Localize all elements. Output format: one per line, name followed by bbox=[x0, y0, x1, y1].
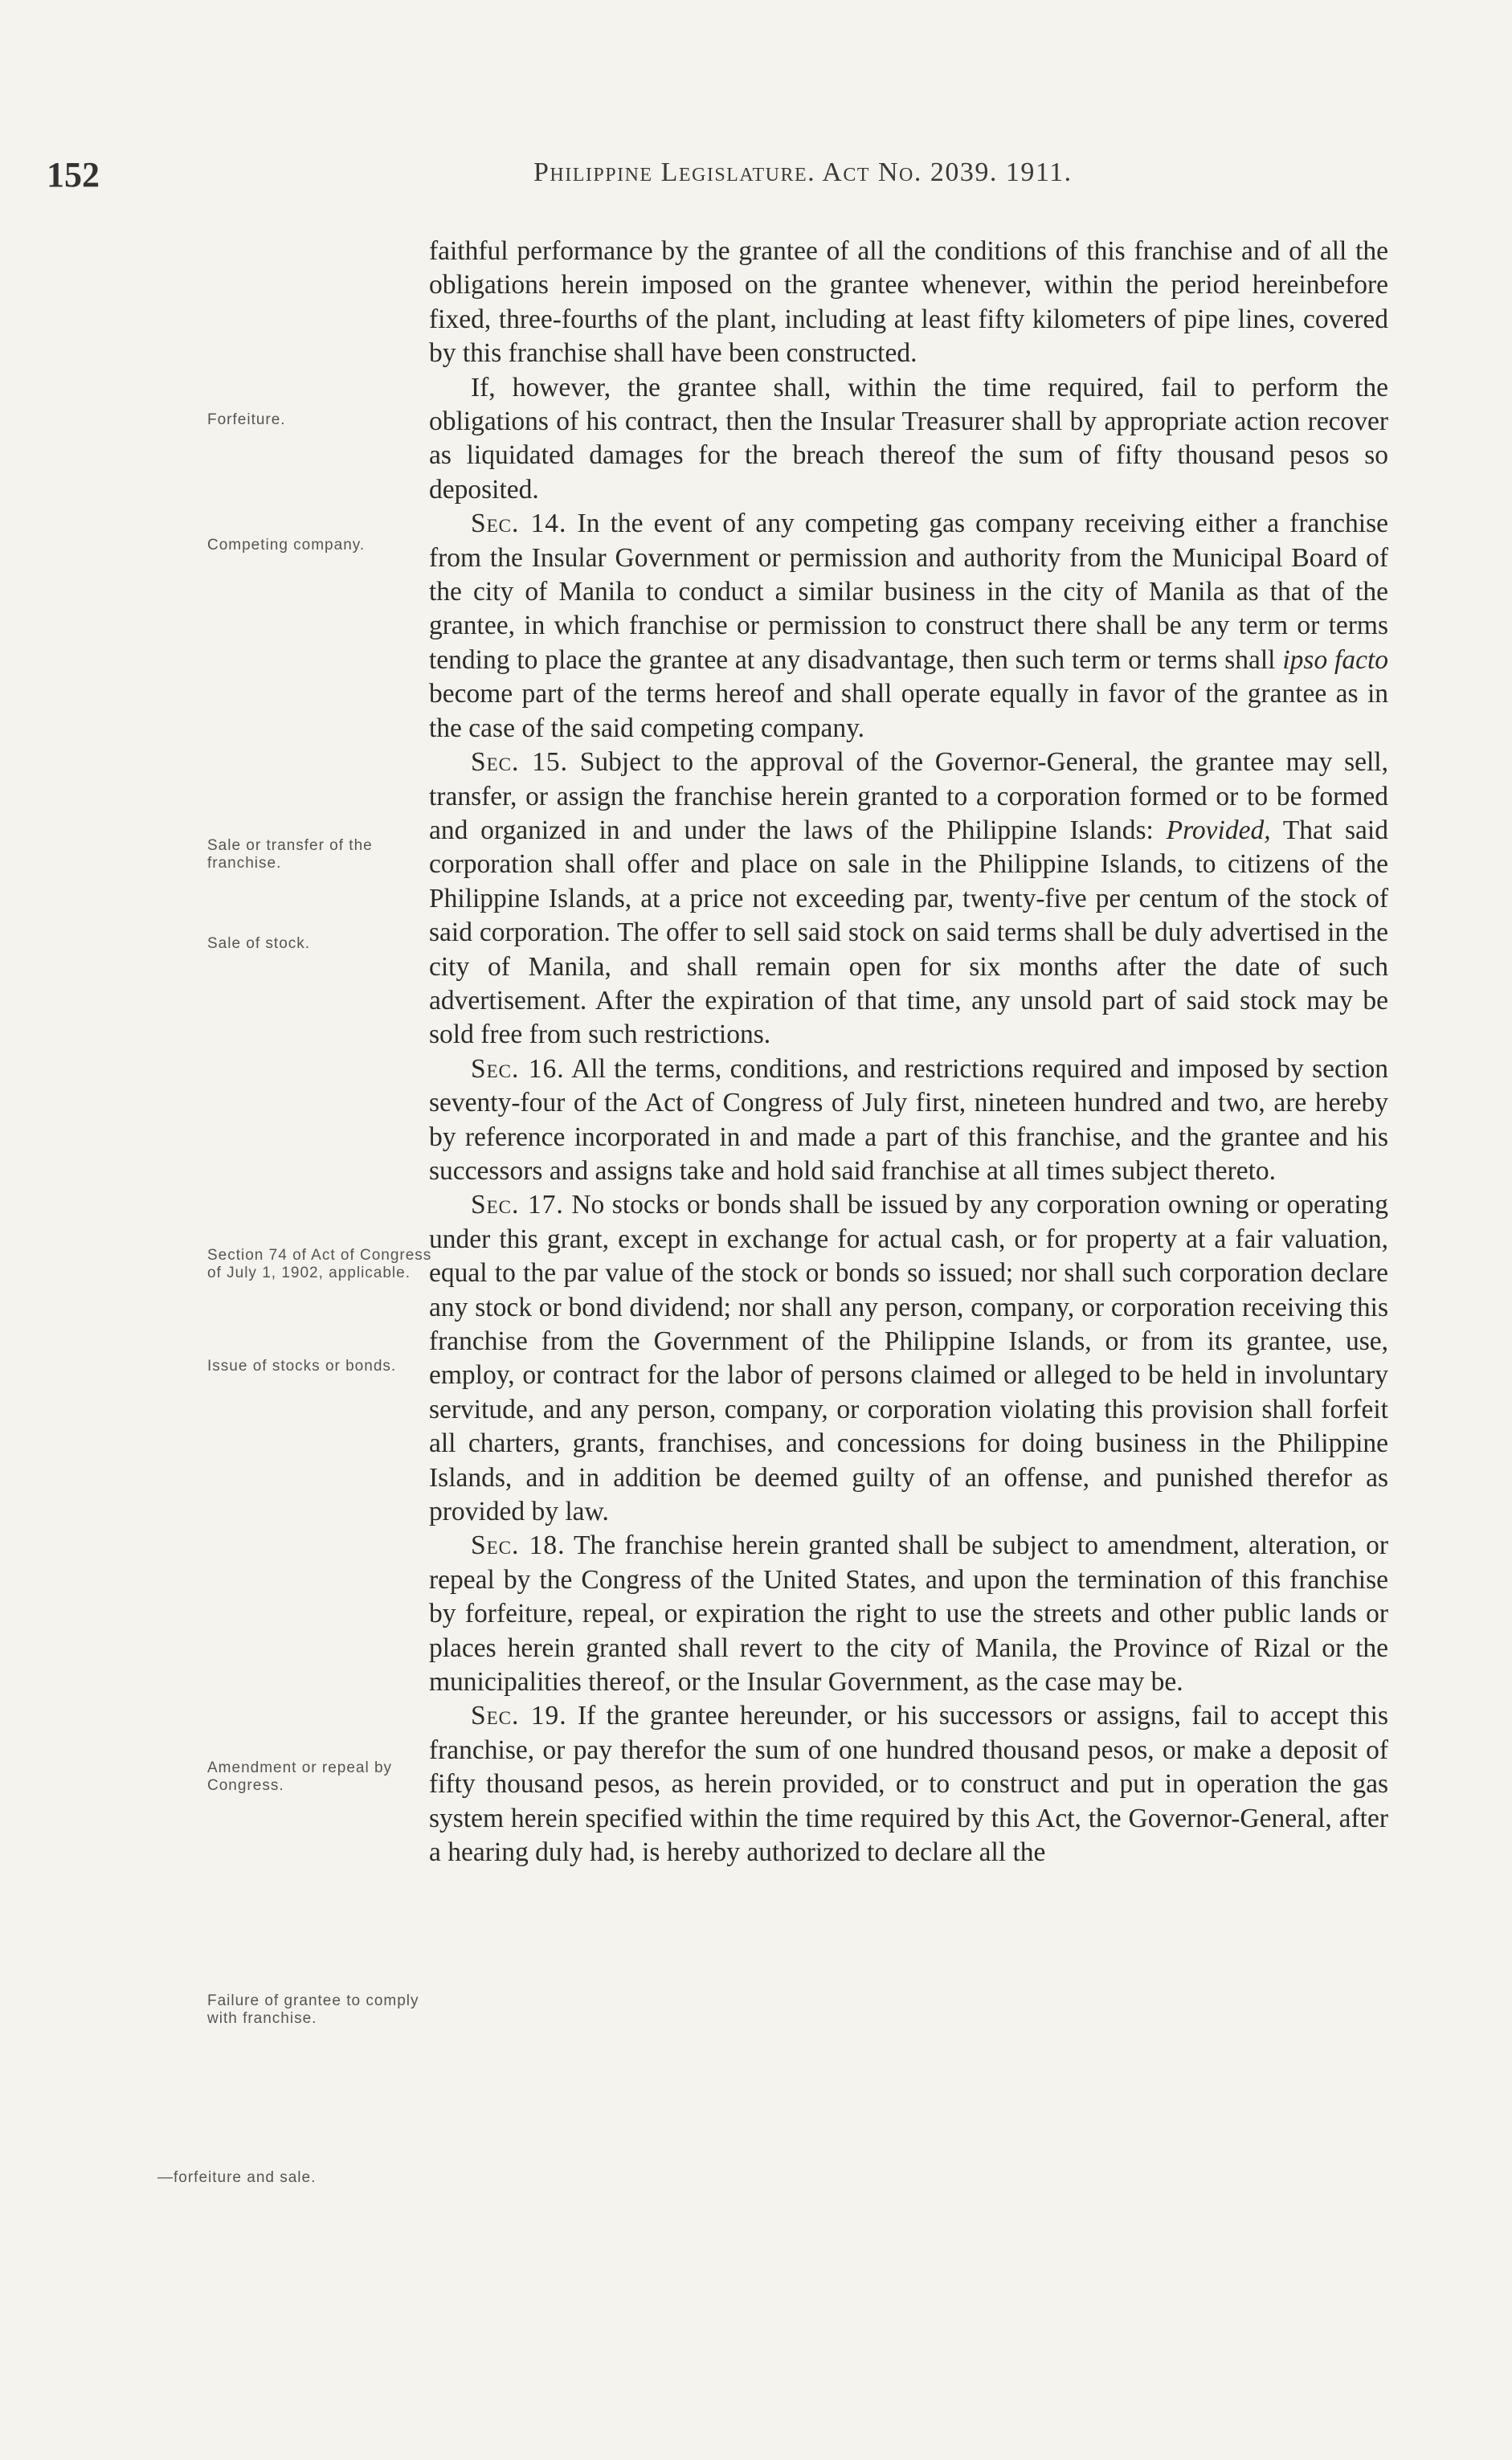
section-17 bbox=[429, 1188, 1388, 1529]
section-15 bbox=[429, 746, 1388, 1052]
section-15-text-b: That said corporation shall offer and place on sale in the Philippine Islands, to citizens of the Philippine Islands, at a price not exceeding par, twenty-five per centum of the stock of said corporation. The offer to sell said stock on said terms shall be duly advertised in the city of Manila, and shall remain open for six months after the date of such advertisement. After the expiration of that time, any unsold part of said stock may be sold free from such restrictions. bbox=[429, 815, 1388, 1050]
margin-note-sale-of-stock: Sale of stock. bbox=[207, 935, 311, 952]
section-19 bbox=[429, 1699, 1388, 1870]
section-15-label: Sec. 15. bbox=[471, 747, 569, 778]
margin-note-section-74: Section 74 of Act of Congress of July 1, 1902, applicable. bbox=[207, 1247, 432, 1281]
margin-note-forfeiture-sale: —forfeiture and sale. bbox=[157, 2169, 317, 2186]
page-number: 152 bbox=[47, 155, 100, 194]
section-14-italic: ipso facto bbox=[1282, 644, 1389, 675]
margin-note-sale-transfer: Sale or transfer of the franchise. bbox=[207, 837, 373, 872]
section-14-text-a: In the event of any competing gas company receiving either a franchise from the Insular Government or permission and authority from the Municipal Board of the city of Manila to conduct a similar business in the city of Manila as that of the grantee, in which franchise or permission to construct there shall be any term or terms tending to place the grantee at any disadvantage, then such term or terms shall bbox=[429, 509, 1389, 675]
margin-note-competing-company: Competing company. bbox=[207, 537, 366, 554]
section-19-text: If the grantee hereunder, or his successors or assigns, fail to accept this franchise, or pay therefor the sum of one hundred thousand pesos, or make a deposit of fifty thousand pesos, as herein provided, or to construct and put in operation the gas system herein specified within the time required by this Act, the Governor-General, after a hearing duly had, is hereby authorized to declare all the bbox=[429, 1701, 1389, 1868]
section-18-label: Sec. 18. bbox=[471, 1530, 566, 1561]
margin-note-issue-of-stocks: Issue of stocks or bonds. bbox=[207, 1358, 397, 1375]
section-16-text: All the terms, conditions, and restrictions required and imposed by section seventy-four of the Act of Congress of July first, nineteen hundred and two, are hereby by reference incorporated in and made a part of this franchise, and the grantee and his successors and assigns take and hold said franchise at all times subject thereto. bbox=[429, 1053, 1388, 1186]
running-head: Philippine Legislature. Act No. 2039. 1911. bbox=[533, 157, 1073, 187]
margin-note-failure: Failure of grantee to comply with franchise. bbox=[207, 1992, 419, 2027]
section-17-text: No stocks or bonds shall be issued by any corporation owning or operating under this grant, except in exchange for actual cash, or for property at a fair valuation, equal to the par value of the stock or bonds so issued; nor shall such corporation declare any stock or bond dividend; nor shall any person, company, or corporation receiving this franchise from the Government of the Philippine Islands, or from its grantee, use, employ, or contract for the labor of persons claimed or alleged to be held in involuntary servitude, and any person, company, or corporation violating this provision shall forfeit all charters, grants, franchises, and concessions for doing business in the Philippine Islands, and in addition be deemed guilty of an offense, and punished therefor as provided by law. bbox=[429, 1190, 1389, 1527]
section-19-label: Sec. 19. bbox=[471, 1701, 567, 1731]
section-17-label: Sec. 17. bbox=[471, 1190, 564, 1220]
section-14-label: Sec. 14. bbox=[471, 509, 567, 539]
margin-note-forfeiture: Forfeiture. bbox=[207, 411, 286, 428]
section-15-text-a: Subject to the approval of the Governor-General, the grantee may sell, transfer, or assign the franchise herein granted to a corporation formed or to be formed and organized in and under the laws of the Philippine Islands: bbox=[429, 747, 1388, 845]
body-text bbox=[429, 235, 1388, 1870]
section-14-text-b: become part of the terms hereof and shall operate equally in favor of the grantee as in the case of the said competing company. bbox=[429, 679, 1388, 743]
paragraph-continuation: faithful performance by the grantee of all the conditions of this franchise and of all the obligations herein imposed on the grantee whenever, within the period hereinbefore fixed, three-fourths of the plant, including at least fifty kilometers of pipe lines, covered by this franchise shall have been constructed. bbox=[429, 236, 1388, 369]
section-16-label: Sec. 16. bbox=[471, 1053, 565, 1084]
section-15-italic: Provided, bbox=[1166, 815, 1271, 845]
paragraph-forfeiture: If, however, the grantee shall, within the time required, fail to perform the obligations of his contract, then the Insular Treasurer shall by appropriate action recover as liquidated damages for the breach thereof the sum of fifty thousand pesos so deposited. bbox=[429, 372, 1388, 505]
section-18 bbox=[429, 1529, 1388, 1699]
margin-note-amendment: Amendment or repeal by Congress. bbox=[207, 1759, 393, 1794]
section-18-text: The franchise herein granted shall be subject to amendment, alteration, or repeal by the Congress of the United States, and upon the termination of this franchise by forfeiture, repeal, or expiration the right to use the streets and other public lands or places herein granted shall revert to the city of Manila, the Province of Rizal or the municipalities thereof, or the Insular Government, as the case may be. bbox=[429, 1530, 1388, 1698]
section-14 bbox=[429, 507, 1388, 746]
section-16 bbox=[429, 1052, 1388, 1189]
